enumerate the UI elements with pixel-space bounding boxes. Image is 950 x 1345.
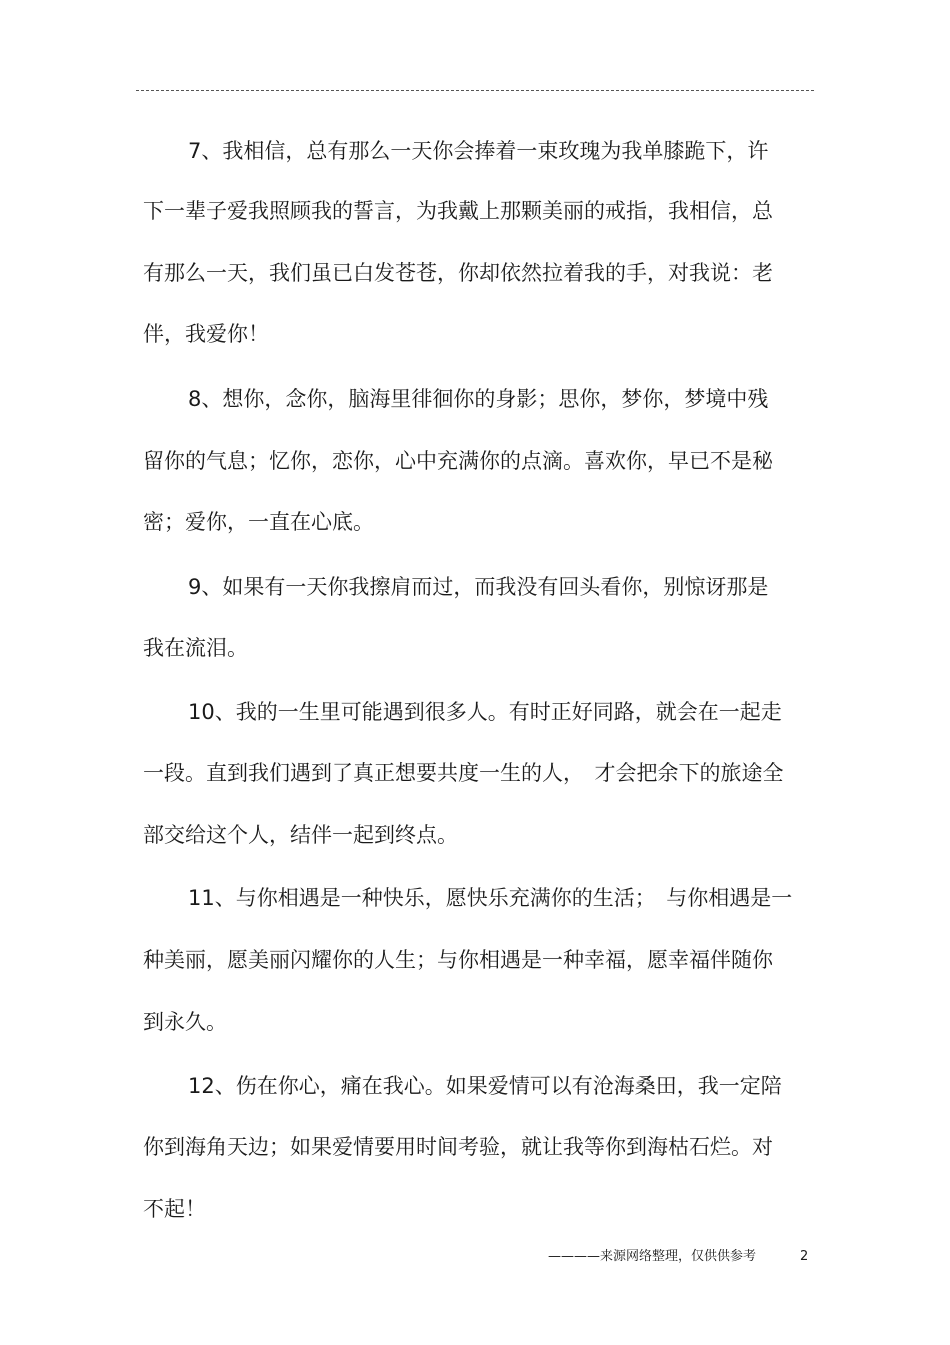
paragraph-line: 一段。直到我们遇到了真正想要共度一生的人， 才会把余下的旅途全 <box>143 761 784 785</box>
paragraph-line: 部交给这个人，结伴一起到终点。 <box>143 823 458 847</box>
header-divider <box>136 90 814 91</box>
paragraph-line: 留你的气息；忆你，恋你，心中充满你的点滴。喜欢你，早已不是秘 <box>143 449 773 473</box>
paragraph-line: 密；爱你，一直在心底。 <box>143 510 374 534</box>
paragraph-line: 9、如果有一天你我擦肩而过，而我没有回头看你，别惊讶那是 <box>188 575 769 599</box>
paragraph-line: 我在流泪。 <box>143 636 248 660</box>
paragraph-line: 种美丽，愿美丽闪耀你的人生；与你相遇是一种幸福，愿幸福伴随你 <box>143 948 773 972</box>
footer-source-note: ————来源网络整理，仅供供参考 <box>548 1249 757 1264</box>
paragraph-line: 有那么一天，我们虽已白发苍苍，你却依然拉着我的手，对我说：老 <box>143 261 773 285</box>
paragraph-line: 伴，我爱你！ <box>143 322 269 346</box>
page-number: 2 <box>800 1249 809 1264</box>
paragraph-line: 不起！ <box>143 1197 206 1221</box>
paragraph-line: 12、伤在你心，痛在我心。如果爱情可以有沧海桑田，我一定陪 <box>188 1074 782 1098</box>
paragraph-line: 到永久。 <box>143 1010 227 1034</box>
paragraph-line: 下一辈子爱我照顾我的誓言，为我戴上那颗美丽的戒指，我相信，总 <box>143 199 773 223</box>
paragraph-line: 你到海角天边；如果爱情要用时间考验，就让我等你到海枯石烂。对 <box>143 1135 773 1159</box>
paragraph-line: 7、我相信，总有那么一天你会捧着一束玫瑰为我单膝跪下，许 <box>188 139 769 163</box>
paragraph-line: 8、想你，念你，脑海里徘徊你的身影；思你，梦你，梦境中残 <box>188 387 769 411</box>
paragraph-line: 10、我的一生里可能遇到很多人。有时正好同路，就会在一起走 <box>188 700 782 724</box>
paragraph-line: 11、与你相遇是一种快乐，愿快乐充满你的生活； 与你相遇是一 <box>188 886 793 910</box>
